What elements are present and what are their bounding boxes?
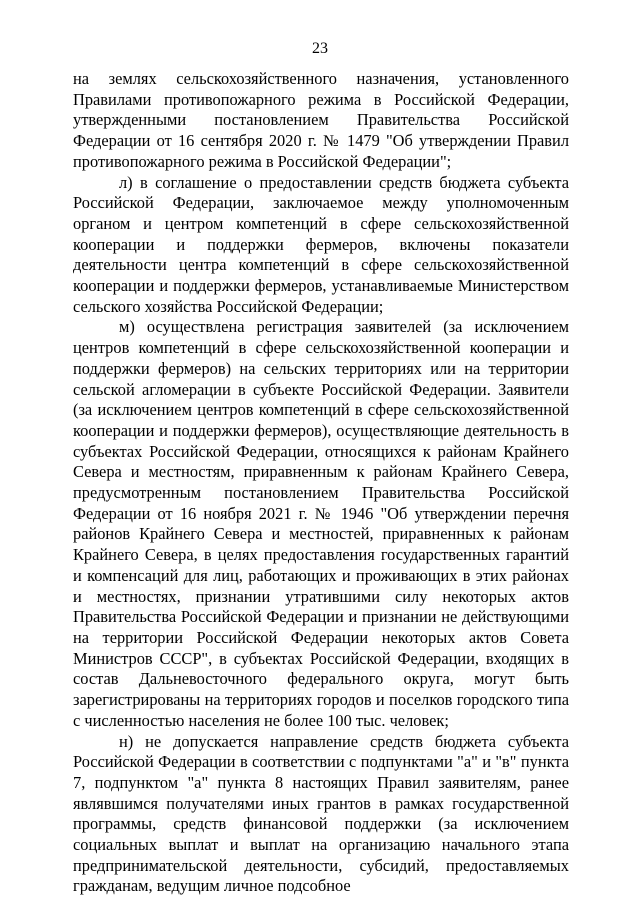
paragraph-item-n: н) не допускается направление средств бюджета субъекта Российской Федерации в соответствии с подпунктами "а" и "в" пункта 7, подпунктом "а" пункта 8 настоящих Правил заявителям, ранее являвшимся получателями иных грантов в рамках государственной программы, средств финансовой поддержки (за исключением социальных выплат и выплат на организацию начального этапа предпринимательской деятельности, субсидий, предоставляемых гражданам, ведущим личное подсобное bbox=[73, 731, 569, 896]
document-body bbox=[73, 69, 569, 897]
paragraph-item-l: л) в соглашение о предоставлении средств бюджета субъекта Российской Федерации, заключаемое между уполномоченным органом и центром компетенций в сфере сельскохозяйственной кооперации и поддержки фермеров, включены показатели деятельности центра компетенций в сфере сельскохозяйственной кооперации и поддержки фермеров, устанавливаемые Министерством сельского хозяйства Российской Федерации; bbox=[73, 172, 569, 316]
paragraph-continuation: на землях сельскохозяйственного назначения, установленного Правилами противопожарного режима в Российской Федерации, утвержденными постановлением Правительства Российской Федерации от 16 сентября 2020 г. № 1479 "Об утверждении Правил противопожарного режима в Российской Федерации"; bbox=[73, 69, 569, 171]
page-number: 23 bbox=[312, 40, 328, 57]
paragraph-item-m: м) осуществлена регистрация заявителей (за исключением центров компетенций в сфере сельскохозяйственной кооперации и поддержки фермеров) на сельских территориях или на территории сельской агломерации в субъекте Российской Федерации. Заявители (за исключением центров компетенций в сфере сельскохозяйственной кооперации и поддержки фермеров), осуществляющие деятельность в субъектах Российской Федерации, относящихся к районам Крайнего Севера и местностям, приравненным к районам Крайнего Севера, предусмотренным постановлением Правительства Российской Федерации от 16 ноября 2021 г. № 1946 "Об утверждении перечня районов Крайнего Севера и местностей, приравненных к районам Крайнего Севера, в целях предоставления государственных гарантий и компенсаций для лиц, работающих и проживающих в этих районах и местностях, признании утратившими силу некоторых актов Правительства Российской Федерации и признании не действующими на территории Российской Федерации некоторых актов Совета Министров СССР", в субъектах Российской Федерации, входящих в состав Дальневосточного федерального округа, могут быть зарегистрированы на территориях городов и поселков городского типа с численностью населения не более 100 тыс. человек; bbox=[73, 317, 569, 730]
